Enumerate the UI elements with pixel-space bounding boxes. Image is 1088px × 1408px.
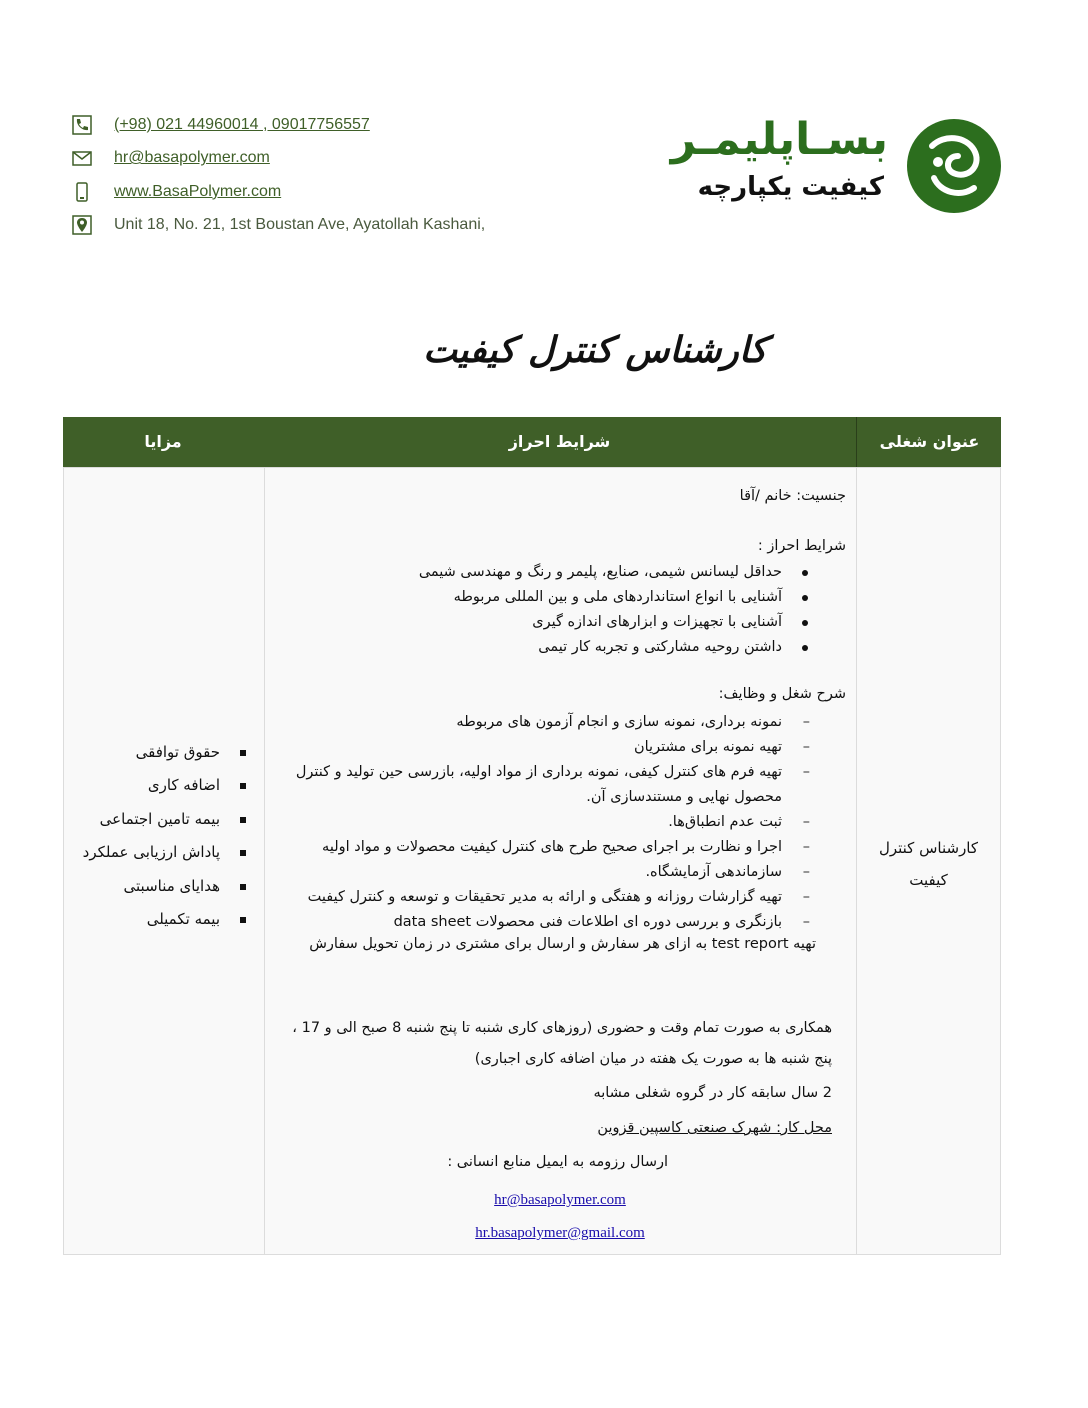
email-link[interactable]: hr@basapolymer.com [114, 149, 270, 167]
list-item: حقوق توافقی [74, 736, 254, 769]
work-hours-line: پنج شنبه ها به صورت یک هفته در میان اضافه کاری اجباری) [474, 1051, 832, 1067]
contact-address-row [72, 209, 592, 243]
send-resume-text: ارسال رزومه به ایمیل منابع انسانی : [447, 1154, 668, 1170]
column-divider [264, 468, 265, 1254]
list-item: – سازماندهی آزمایشگاه. [274, 860, 846, 885]
list-item: – اجرا و نظارت بر اجرای صحیح طرح های کنترل کیفیت محصولات و مواد اولیه [274, 835, 846, 860]
requirements-list [419, 560, 846, 660]
logo-emblem-icon [904, 116, 1004, 216]
contact-info [72, 108, 592, 242]
list-item: – تهیه نمونه برای مشتریان [274, 735, 846, 760]
company-logo [632, 110, 1004, 220]
list-item: اضافه کاری [74, 769, 254, 802]
list-item: – ثبت عدم انطباق‌ها. [274, 810, 846, 835]
job-title-line: کارشناس کنترل [878, 839, 979, 857]
table-body [63, 467, 1001, 1255]
header-benefits: مزایا [144, 432, 182, 451]
gmail-email-link[interactable]: hr.basapolymer@gmail.com [475, 1225, 645, 1241]
contact-phone-row [72, 108, 592, 142]
list-item: – تهیه فرم های کنترل کیفی، نمونه برداری از مواد اولیه، بازرسی حین تولید و کنترل محصول نهایی و مستندسازی آن. [274, 760, 846, 810]
logo-tagline: کیفیت یکپارچه [697, 172, 884, 202]
work-hours-line: همکاری به صورت تمام وقت و حضوری (روزهای کاری شنبه تا پنج شنبه 8 صبح الی و 17 ، [292, 1020, 832, 1036]
location-pin-icon [72, 215, 92, 235]
hr-email-link[interactable]: hr@basapolymer.com [494, 1192, 626, 1208]
page-title: کارشناس کنترل کیفیت [423, 330, 767, 371]
list-item: هدایای مناسبتی [74, 870, 254, 903]
job-title-cell [857, 832, 1000, 896]
location-text: محل کار: شهرک صنعتی کاسپین قزوین [597, 1120, 832, 1136]
experience-text: 2 سال سابقه کار در گروه شغلی مشابه [593, 1085, 832, 1101]
logo-name: بسـاپلیمـر [670, 114, 888, 165]
list-item: – بازنگری و بررسی دوره ای اطلاعات فنی محصولات data sheet [274, 910, 846, 935]
list-item: – تهیه گزارشات روزانه و هفتگی و ارائه به مدیر تحقیقات و توسعه و کنترل کیفیت [274, 885, 846, 910]
contact-website-row [72, 175, 592, 209]
phone-link[interactable]: (+98) 021 44960014 , 09017756557 [114, 115, 370, 133]
list-item: پاداش ارزیابی عملکرد [74, 836, 254, 869]
requirements-heading: شرایط احراز : [757, 538, 846, 554]
test-report-text: تهیه test report به ازای هر سفارش و ارسال برای مشتری در زمان تحویل سفارش [309, 936, 816, 952]
mobile-icon [72, 182, 92, 202]
contact-email-row [72, 142, 592, 176]
header-requirements: شرایط احراز [508, 432, 611, 451]
benefits-list [74, 736, 254, 936]
job-table [63, 417, 1001, 1255]
mail-icon [72, 148, 92, 168]
list-item: حداقل لیسانس شیمی، صنایع، پلیمر و رنگ و مهندسی شیمی [419, 560, 846, 585]
list-item: – نمونه برداری، نمونه سازی و انجام آزمون های مربوطه [274, 710, 846, 735]
job-title-line: کیفیت [909, 871, 948, 889]
list-item: آشنایی با انواع استانداردهای ملی و بین المللی مربوطه [419, 585, 846, 610]
gender-text: جنسیت: خانم /آقا [739, 488, 846, 504]
list-item: بیمه تکمیلی [74, 903, 254, 936]
table-header [63, 417, 1001, 467]
duties-list [274, 710, 846, 935]
address-text: Unit 18, No. 21, 1st Boustan Ave, Ayatollah Kashani, [114, 216, 486, 234]
phone-icon [72, 115, 92, 135]
duties-heading: شرح شغل و وظایف: [718, 686, 846, 702]
list-item: آشنایی با تجهیزات و ابزارهای اندازه گیری [419, 610, 846, 635]
header-job-title: عنوان شغلی [856, 417, 1002, 467]
website-link[interactable]: www.BasaPolymer.com [114, 182, 282, 200]
list-item: بیمه تامین اجتماعی [74, 803, 254, 836]
list-item: داشتن روحیه مشارکتی و تجربه کار تیمی [419, 635, 846, 660]
